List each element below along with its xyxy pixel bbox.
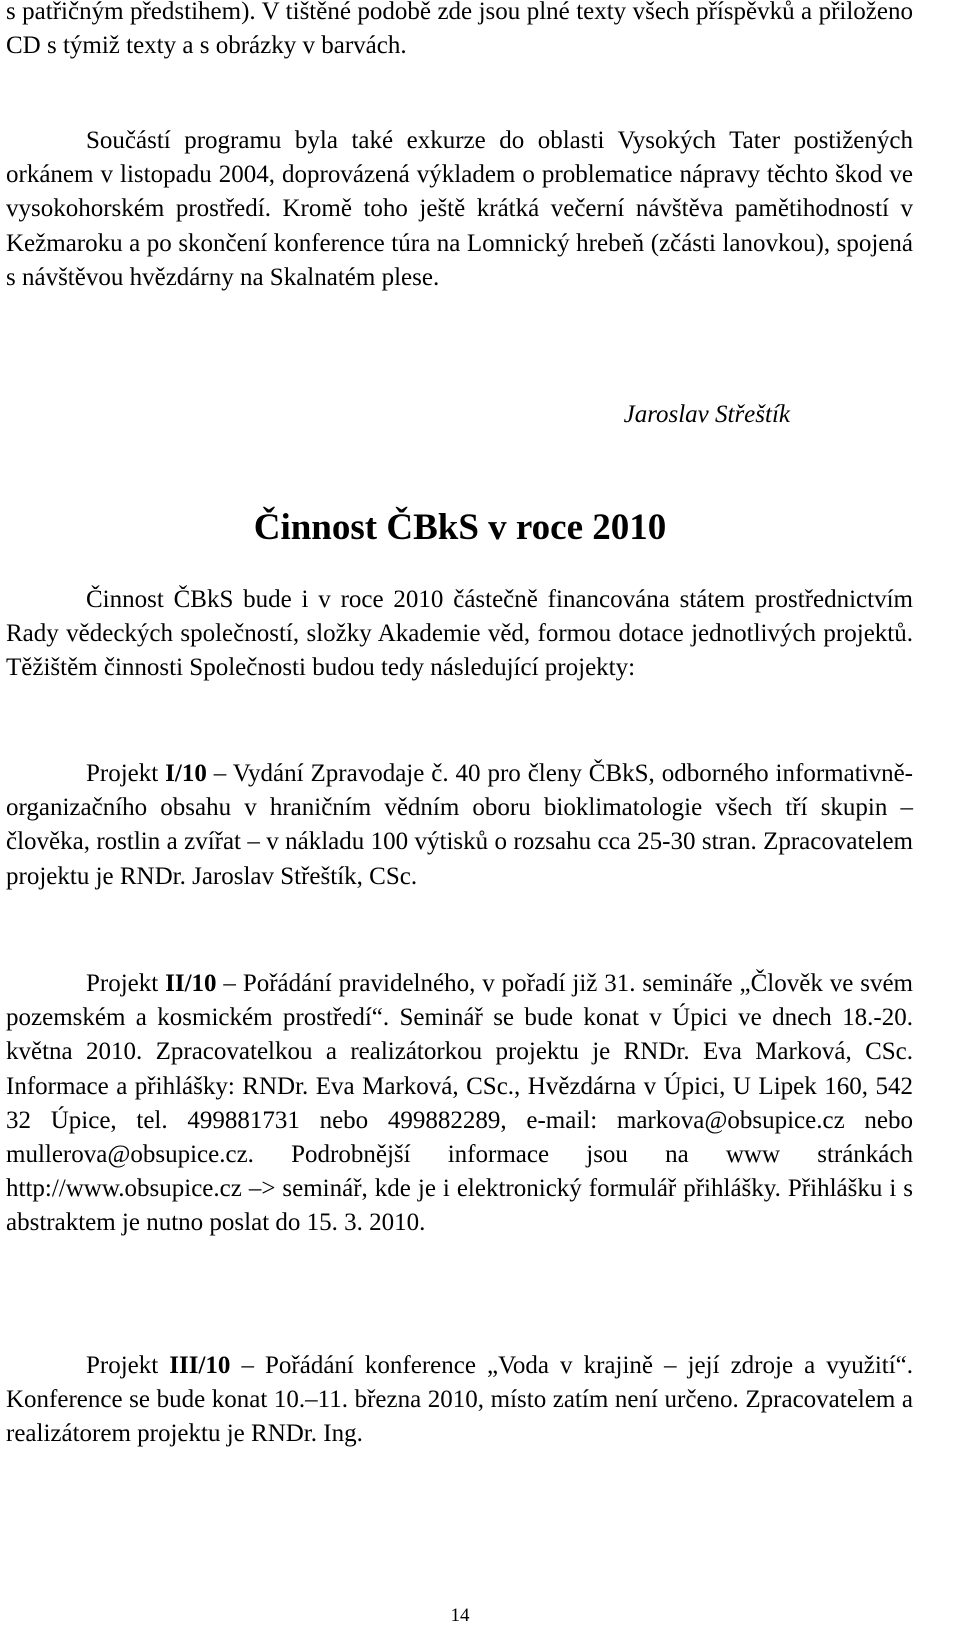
project-paragraph-3 (6, 1349, 913, 1452)
project-1-code: I/10 (165, 760, 207, 787)
project-1-text: – Vydání Zpravodaje č. 40 pro členy ČBkS, odborného informativně-organizačního obsahu v hraničním vědním oboru bioklimatologie všech tří skupin – člověka, rostlin a zvířat – v nákladu 100 výtisků o rozsahu cca 25-30 stran. Zpracovatelem projektu je RNDr. Jaroslav Střeštík, CSc. (6, 760, 914, 890)
project-2-text: – Pořádání pravidelného, v pořadí již 31. semináře „Člověk ve svém pozemském a kosmickém prostředí“. Seminář se bude konat v Úpici ve dnech 18.-20. května 2010. Zpracovatelkou a realizátorkou projektu je RNDr. Eva Marková, CSc. Informace a přihlášky: RNDr. Eva Marková, CSc., Hvězdárna v Úpici, U Lipek 160, 542 32 Úpice, tel. 499881731 nebo 499882289, e-mail: markova@obsupice.cz nebo mullerova@obsupice.cz. Podrobnější informace jsou na www stránkách http://www.obsupice.cz –> seminář, kde je i elektronický formulář přihlášky. Přihlášku i s abstraktem je nutno poslat do 15. 3. 2010. (6, 970, 913, 1237)
intro-paragraph: s patřičným předstihem). V tištěné podobě zde jsou plné texty všech příspěvků a přiloženo CD s týmiž texty a s obrázky v barvách. (6, 0, 913, 60)
project-paragraph-1 (6, 757, 913, 894)
project-2-code: II/10 (165, 970, 217, 997)
page-number: 14 (450, 1605, 470, 1626)
project-paragraph-2 (6, 967, 913, 1241)
section-intro-paragraph: Činnost ČBkS bude i v roce 2010 částečně financována státem prostřednictvím Rady vědeckých společností, složky Akademie věd, formou dotace jednotlivých projektů. Těžištěm činnosti Společnosti budou tedy následující projekty: (6, 586, 913, 682)
project-2-prefix: Projekt (86, 970, 166, 997)
project-3-prefix: Projekt (86, 1352, 170, 1379)
project-3-code: III/10 (169, 1352, 231, 1379)
section-title: Činnost ČBkS v roce 2010 (253, 507, 667, 548)
project-3-text: – Pořádání konference „Voda v krajině – její zdroje a využití“. Konference se bude konat 10.–11. března 2010, místo zatím není určeno. Zpracovatelem a realizátorem projektu je RNDr. Ing. (6, 1352, 914, 1448)
author-signature: Jaroslav Střeštík (623, 401, 790, 428)
project-1-prefix: Projekt (86, 760, 166, 787)
excursion-paragraph: Součástí programu byla také exkurze do oblasti Vysokých Tater postižených orkánem v listopadu 2004, doprovázená výkladem o problematice nápravy těchto škod ve vysokohorském prostředí. Kromě toho ještě krátká večerní návštěva pamětihodností v Kežmaroku a po skončení konference túra na Lomnický hrebeň (zčásti lanovkou), spojená s návštěvou hvězdárny na Skalnatém plese. (6, 127, 913, 291)
